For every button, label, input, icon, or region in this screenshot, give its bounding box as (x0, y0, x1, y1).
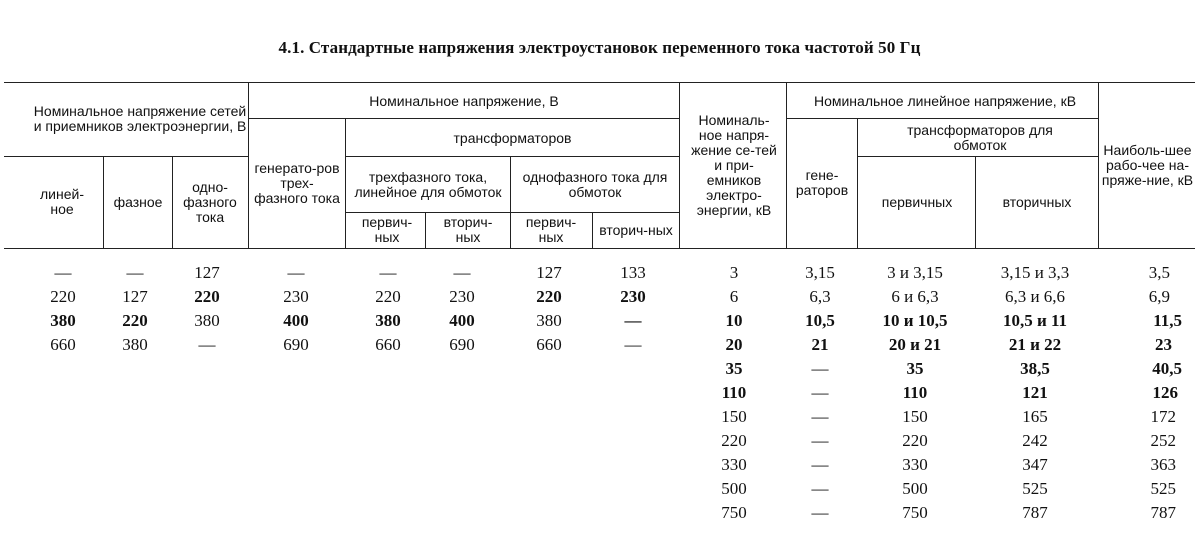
kv-prim: 10 и 10,5 (882, 311, 948, 330)
vrule-2 (172, 156, 173, 248)
kv-prim: 110 (902, 383, 928, 402)
kv-gen: 21 (811, 335, 829, 354)
kv-prim: 500 (902, 479, 928, 498)
kv-max: 172 (1150, 407, 1176, 426)
v-phase: 380 (122, 335, 148, 354)
v-t1s: 133 (620, 263, 646, 282)
kv-gen: 3,15 (805, 263, 835, 282)
v-gen: 400 (283, 311, 309, 330)
kv-sec: 242 (1022, 431, 1048, 450)
rule-top (4, 82, 1195, 83)
kv-max: 6,9 (1148, 287, 1170, 306)
kv-gen: — (811, 431, 829, 450)
v-t3s: 230 (449, 287, 475, 306)
kv-max: 11,5 (1153, 311, 1182, 330)
v-t1p: 660 (536, 335, 562, 354)
v-line: 220 (50, 287, 76, 306)
kv-max: 363 (1150, 455, 1176, 474)
header-1p-primary: первич-ных (525, 214, 577, 245)
header-generators: гене-раторов (795, 167, 849, 198)
header-transformers: трансформаторов (453, 129, 572, 146)
kv-sec: 787 (1022, 503, 1048, 522)
kv-sec: 38,5 (1020, 359, 1050, 378)
kv-sec: 21 и 22 (1008, 335, 1062, 354)
header-1p-secondary: вторич-ных (599, 221, 673, 238)
rule-header-bottom (4, 248, 1195, 249)
v-gen: 690 (283, 335, 309, 354)
v-line: 660 (50, 335, 76, 354)
header-net-group: Номинальное напряжение сетей и приемников электроэнергии, В (33, 103, 247, 134)
vrule-12 (1098, 82, 1099, 248)
kv-nom: 10 (725, 311, 743, 330)
kv-gen: — (811, 359, 829, 378)
kv-prim: 20 и 21 (888, 335, 942, 354)
header-gen3: генерато-ров трех-фазного тока (254, 159, 340, 206)
header-single-phase: однофазного тока для обмоток (522, 169, 668, 200)
header-secondary: вторичных (1002, 193, 1072, 210)
v-single: — (198, 335, 216, 354)
kv-prim: 750 (902, 503, 928, 522)
rule-transformers (345, 156, 679, 157)
kv-nom: 110 (721, 383, 747, 402)
v-single: 220 (194, 287, 220, 306)
kv-max: 787 (1150, 503, 1176, 522)
v-single: 127 (194, 263, 220, 282)
v-t3p: — (379, 263, 397, 282)
kv-gen: 6,3 (809, 287, 831, 306)
kv-sec: 165 (1022, 407, 1048, 426)
v-gen: — (287, 263, 305, 282)
kv-nom: 750 (721, 503, 747, 522)
v-t1p: 127 (536, 263, 562, 282)
kv-gen: — (811, 503, 829, 522)
v-phase: — (126, 263, 144, 282)
kv-sec: 525 (1022, 479, 1048, 498)
v-t3p: 380 (375, 311, 401, 330)
vrule-5 (425, 212, 426, 248)
rule-line-kv-group (786, 118, 1098, 119)
kv-max: 40,5 (1152, 359, 1182, 378)
rule-net-group (4, 156, 248, 157)
header-net-phase: фазное (113, 193, 163, 210)
header-net-line: линей-ное (40, 186, 84, 217)
vrule-9 (786, 82, 787, 248)
kv-prim: 35 (906, 359, 924, 378)
v-t3s: 690 (449, 335, 475, 354)
kv-max: 525 (1150, 479, 1176, 498)
kv-prim: 6 и 6,3 (891, 287, 939, 306)
v-t1p: 380 (536, 311, 562, 330)
v-t3s: 400 (449, 311, 475, 330)
kv-nom: 150 (721, 407, 747, 426)
kv-max: 3,5 (1148, 263, 1170, 282)
v-t1s: 230 (620, 287, 646, 306)
vrule-10 (857, 118, 858, 248)
v-t3s: — (453, 263, 471, 282)
kv-nom: 330 (721, 455, 747, 474)
kv-nom: 500 (721, 479, 747, 498)
kv-sec: 347 (1022, 455, 1048, 474)
kv-gen: — (811, 479, 829, 498)
header-three-phase: трехфазного тока, линейное для обмоток (354, 169, 502, 200)
kv-nom: 6 (729, 287, 739, 306)
kv-prim: 330 (902, 455, 928, 474)
kv-max: 126 (1152, 383, 1178, 402)
kv-nom: 220 (721, 431, 747, 450)
kv-nom: 20 (725, 335, 743, 354)
kv-sec: 121 (1022, 383, 1048, 402)
vrule-6 (510, 156, 511, 248)
kv-prim: 3 и 3,15 (887, 263, 943, 282)
v-gen: 230 (283, 287, 309, 306)
v-phase: 127 (122, 287, 148, 306)
kv-max: 252 (1150, 431, 1176, 450)
v-single: 380 (194, 311, 220, 330)
v-line: — (54, 263, 72, 282)
v-t3p: 660 (375, 335, 401, 354)
vrule-7 (592, 212, 593, 248)
v-t1s: — (624, 311, 642, 330)
kv-nom: 35 (725, 359, 743, 378)
header-net-single: одно-фазного тока (183, 178, 237, 225)
rule-nom-group (248, 118, 679, 119)
kv-gen: — (811, 383, 829, 402)
kv-sec: 6,3 и 6,6 (1004, 287, 1066, 306)
v-t3p: 220 (375, 287, 401, 306)
header-nom-kv: Номиналь-ное напря-жение се-тей и при-емников электро-энергии, кВ (691, 111, 777, 218)
v-line: 380 (50, 311, 76, 330)
header-nom-group: Номинальное напряжение, В (369, 92, 559, 109)
header-3p-primary: первич-ных (361, 214, 413, 245)
v-t1s: — (624, 335, 642, 354)
header-3p-secondary: вторич-ных (443, 214, 493, 245)
v-phase: 220 (122, 311, 148, 330)
v-t1p: 220 (536, 287, 562, 306)
table-title: 4.1. Стандартные напряжения электроустановок переменного тока частотой 50 Гц (278, 38, 921, 57)
header-transformers-windings: трансформаторов для обмоток (907, 122, 1053, 153)
kv-gen: 10,5 (805, 311, 835, 330)
kv-sec: 3,15 и 3,3 (1000, 263, 1070, 282)
header-primary: первичных (881, 193, 953, 210)
header-line-kv-group: Номинальное линейное напряжение, кВ (813, 92, 1077, 109)
kv-prim: 220 (902, 431, 928, 450)
vrule-11 (975, 156, 976, 248)
kv-prim: 150 (902, 407, 928, 426)
vrule-8 (679, 82, 680, 248)
kv-gen: — (811, 407, 829, 426)
header-max-kv: Наиболь-шее рабо-чее на-пряже-ние, кВ (1101, 141, 1194, 188)
rule-transformers-windings (857, 156, 1098, 157)
kv-sec: 10,5 и 11 (1002, 311, 1068, 330)
kv-max: 23 (1155, 335, 1172, 354)
kv-gen: — (811, 455, 829, 474)
kv-nom: 3 (729, 263, 739, 282)
